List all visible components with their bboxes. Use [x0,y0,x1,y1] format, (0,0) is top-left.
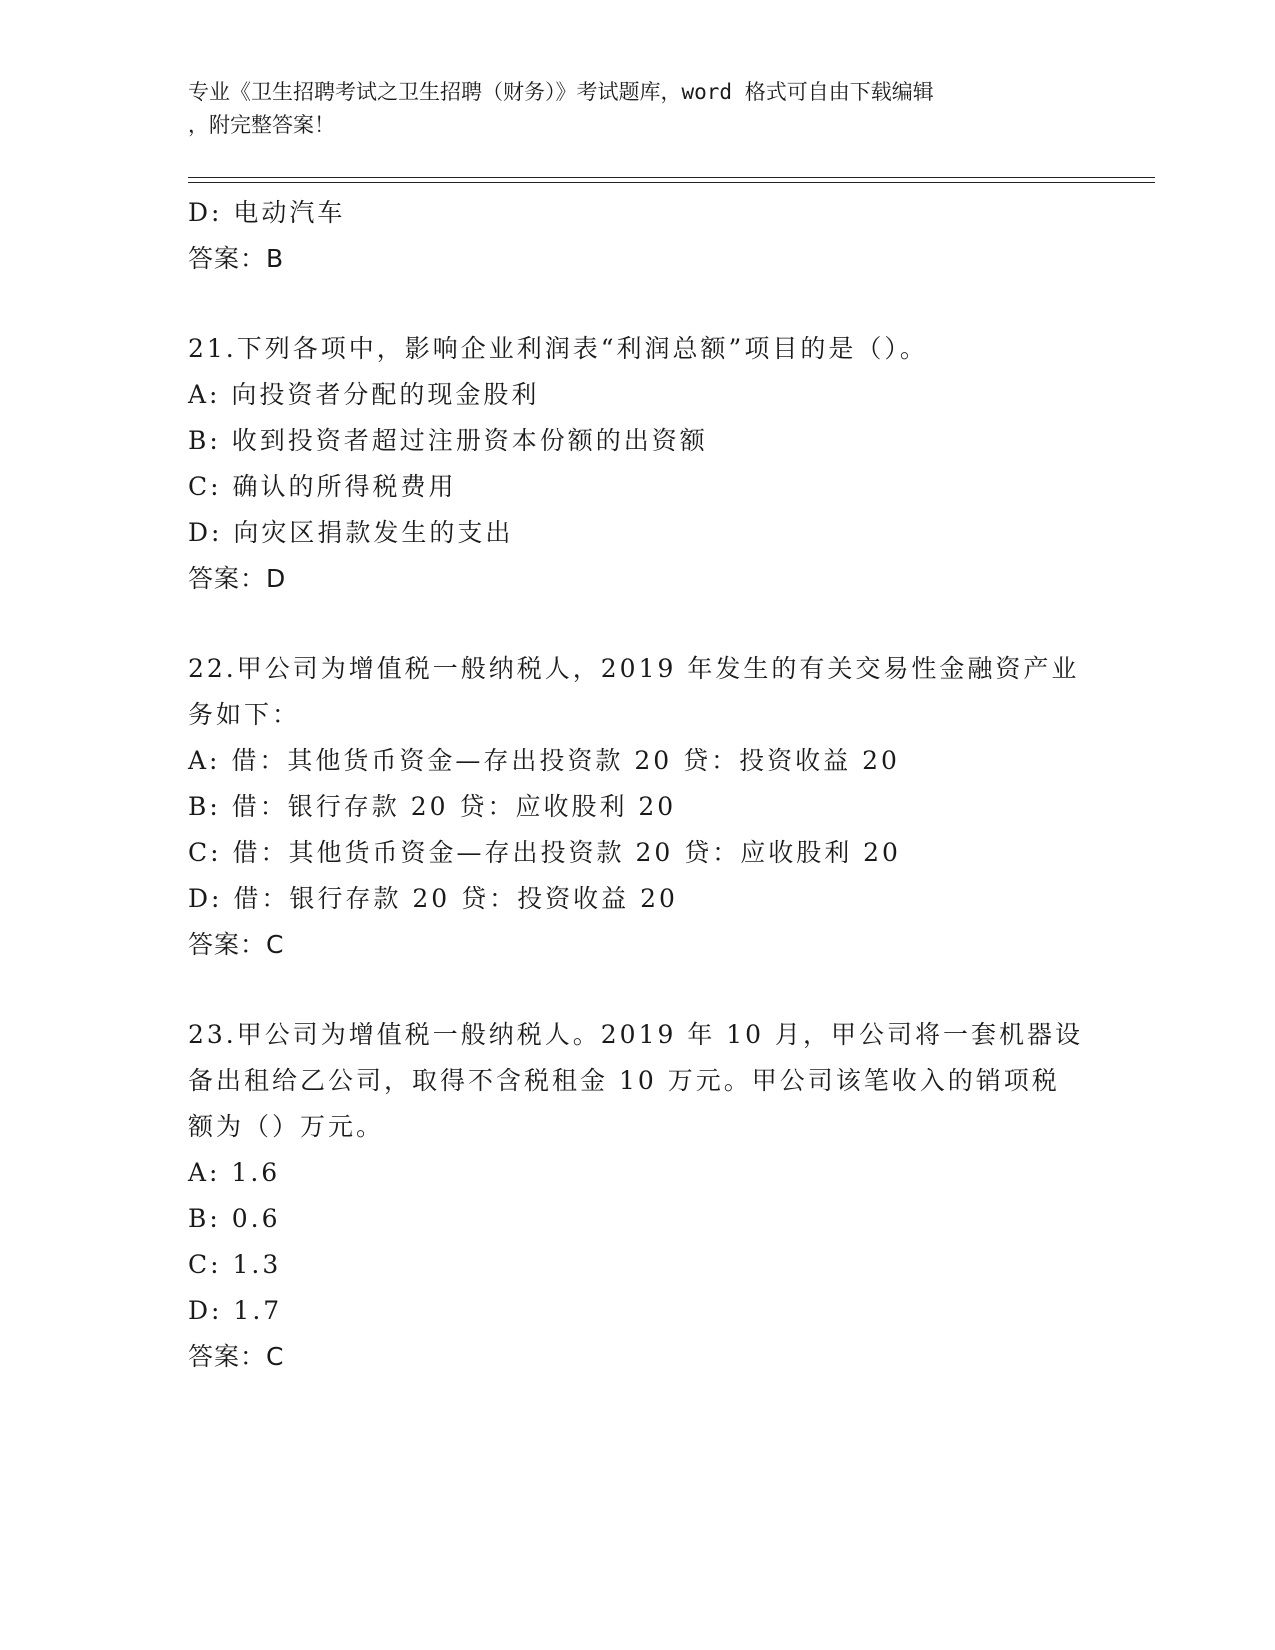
question-23 [188,1012,1088,1380]
question-21 [188,326,1088,602]
answer-label: 答案：C [188,930,285,959]
option-b: B: 0.6 [188,1204,281,1233]
question-stem: 21.下列各项中，影响企业利润表“利润总额”项目的是（）。 [188,334,928,363]
question-stem-line-1: 23.甲公司为增值税一般纳税人。2019 年 10 月，甲公司将一套机器设 [188,1020,1084,1049]
option-d: D: 电动汽车 [188,198,346,227]
spacer [188,602,1088,646]
option-c: C: 借：其他货币资金—存出投资款 20 贷：应收股利 20 [188,838,901,867]
answer-label: 答案：C [188,1342,285,1371]
question-stem-line-3: 额为（）万元。 [188,1112,385,1141]
option-d: D: 向灾区捐款发生的支出 [188,518,514,547]
spacer [188,968,1088,1012]
document-body [188,190,1088,1380]
document-header [188,76,1068,142]
option-a: A: 1.6 [188,1158,281,1187]
header-line-2: ，附完整答案！ [188,113,335,137]
option-c: C: 1.3 [188,1250,282,1279]
header-divider-bottom [188,182,1155,183]
spacer [188,282,1088,326]
header-line-1: 专业《卫生招聘考试之卫生招聘（财务）》考试题库，word 格式可自由下载编辑 [188,80,934,104]
option-a: A: 借：其他货币资金—存出投资款 20 贷：投资收益 20 [188,746,900,775]
option-d: D: 1.7 [188,1296,283,1325]
answer-label: 答案：B [188,244,285,273]
question-20-tail [188,190,1088,282]
question-stem-line-2: 备出租给乙公司，取得不含税租金 10 万元。甲公司该笔收入的销项税 [188,1066,1060,1095]
option-c: C: 确认的所得税费用 [188,472,457,501]
question-22 [188,646,1088,968]
option-b: B: 收到投资者超过注册资本份额的出资额 [188,426,708,455]
option-d: D: 借：银行存款 20 贷：投资收益 20 [188,884,678,913]
header-divider-top [188,177,1155,178]
answer-label: 答案：D [188,564,287,593]
question-stem-line-1: 22.甲公司为增值税一般纳税人，2019 年发生的有关交易性金融资产业 [188,654,1080,683]
question-stem-line-2: 务如下： [188,700,301,729]
option-b: B: 借：银行存款 20 贷：应收股利 20 [188,792,677,821]
option-a: A: 向投资者分配的现金股利 [188,380,540,409]
